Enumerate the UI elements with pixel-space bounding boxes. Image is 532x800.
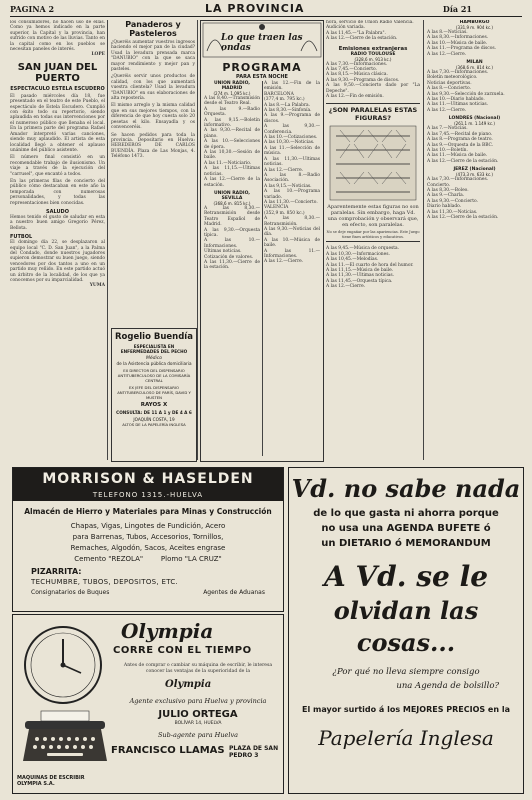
column-divider xyxy=(197,20,198,460)
olympia-subagent-name: FRANCISCO LLAMAS xyxy=(111,745,225,756)
morrison-footer xyxy=(31,589,265,596)
article-subtitle: ESPECTACULO ESTELA ESCUDERO xyxy=(10,85,105,92)
program-item: A las 10,30.—Noticias. xyxy=(264,140,315,146)
article-paragraph: Hemos tenido el gusto de saludar en esta a nuestro buen amigo Gregorio Pérez, Bellota. xyxy=(10,214,105,231)
program-item: Diario hablado. xyxy=(427,204,462,210)
program-item: A las 12.—Cierre de la estación. xyxy=(326,36,398,42)
pizarrita-title: PIZARRITA: xyxy=(31,567,82,576)
puzzle-text: Aparentemente estas figuras no son paralelas. Sin embargo, haga Vd. una comprobación y observará que, en efecto, son paralelas. xyxy=(327,204,419,229)
doctor-hours: CONSULTA: DE 11 A 1 y DE 4 A 6 xyxy=(116,410,192,415)
olympia-agent-name: JULIO ORTEGA xyxy=(158,709,238,720)
program-item: (352,9 m. 850 kc.) xyxy=(264,210,305,216)
station-frequency: (261,1 m. 1.149 kc.) xyxy=(454,121,495,127)
program-item: A las 9,45.—Música de orquesta. xyxy=(326,246,400,252)
doctor-line: EX JEFE DEL DISPENSARIO ANTITUBERCULOSO DE PARÍS, DAVID Y MUSTEN xyxy=(117,385,191,400)
program-item: Ultimas noticias. xyxy=(204,249,242,255)
program-item: A las 8,30.—Retransmisión. xyxy=(264,216,320,227)
program-item: A las 8,30.—Retransmisión desde Teatro Español de Madrid. xyxy=(204,205,260,228)
program-item: A las 11.—Música de baile. xyxy=(427,153,488,159)
program-item: (377,4 m. 795 kc.) xyxy=(264,97,305,103)
program-item: A las 12.—Cierre. xyxy=(264,259,304,265)
olympia-ad xyxy=(12,614,284,794)
program-item: BARCELONA xyxy=(264,91,294,97)
program-item: A las 10,30.—Informaciones. xyxy=(326,251,390,257)
program-item: hora, servicio de Unión Radio Valencia. xyxy=(326,20,414,25)
page-number: PAGINA 2 xyxy=(10,4,55,14)
typewriter-icon xyxy=(21,707,109,777)
station-frequency: (368,6 m. 815 kc.) xyxy=(213,200,251,206)
program-item: A las 7,30.—Informaciones. xyxy=(427,70,489,76)
morrison-products xyxy=(13,521,283,565)
agenda-store-line: El mayor surtido á los MEJORES PRECIOS en la xyxy=(302,705,510,714)
program-item: A las 9,30.—Orquesta típica. xyxy=(204,227,260,238)
column-panaderos xyxy=(111,20,195,320)
program-item: A las 7,45.—Recital de piano. xyxy=(427,131,493,137)
ad-paragraph: Se hacen pedidos para toda la provincia. Depositario en Huelva: HEREDEROS DE CARLOS BUENDÍA. Plaza de Las Monjas, 4. Teléfono 1473. xyxy=(111,132,195,160)
morrison-title: MORRISON & HASELDEN xyxy=(42,471,254,487)
program-item: A las 9,30.—Programa de discos. xyxy=(326,77,400,83)
station-frequency: (328,6 m. 913 kc.) xyxy=(354,56,392,62)
agenda-question: una Agenda de bolsillo? xyxy=(396,681,499,691)
section-title: Emisiones extranjeras xyxy=(338,45,408,52)
program-item: A las 12.—Cierre de la estación. xyxy=(204,177,260,188)
program-subtitle: PARA ESTA NOCHE xyxy=(236,74,288,80)
clock-icon xyxy=(19,621,107,711)
program-item: A las 11,45.—Orquesta típica. xyxy=(326,278,393,284)
program-item: A las 10.—Cotizaciones. xyxy=(264,135,318,141)
agenda-question: ¿Por qué no lleva siempre consigo xyxy=(332,667,480,677)
program-item: A las 8,30.—Sinfonía. xyxy=(264,108,312,114)
radio-logo-text: Lo que traen las ondas xyxy=(221,33,303,53)
agenda-big-line: olvidan las cosas... xyxy=(333,596,479,657)
doctor-line: RAYOS X xyxy=(140,402,168,408)
olympia-subagent-address: PLAZA DE SAN PEDRO 3 xyxy=(229,745,279,759)
olympia-brand: Olympia xyxy=(121,619,214,643)
station-name: JEREZ (Nacional) xyxy=(453,167,496,173)
station-name: RADIO TOULOUSE xyxy=(350,51,396,57)
morrison-footer-left: Consignatarios de Buques xyxy=(31,589,110,596)
program-item: A las 11,30.—Concierto. xyxy=(264,199,318,205)
radio-column-left xyxy=(204,81,260,271)
program-item: Boletín meteorológico. xyxy=(427,75,478,81)
byline: YUMA xyxy=(89,283,105,289)
program-item: A las 12.—Fin de la emisión. xyxy=(264,81,320,92)
program-item: A las 9,30.—Recital de piano. xyxy=(204,128,260,139)
program-item: A las 11,15.—Música de baile. xyxy=(326,267,394,273)
program-item: A las 11,30.—Ultimas noticias. xyxy=(264,156,320,168)
program-title: PROGRAMA xyxy=(222,61,302,74)
program-item: A las 11,30.—Cierre de la estación. xyxy=(204,259,260,271)
morrison-subtitle: Almacén de Hierro y Materiales para Minas y Construcción xyxy=(24,507,272,516)
intro-paragraph: los consumidores, no hacen uso de ellas. Como ya hemos indicado en la parte superior, la Capital y la provincia, han sufrido con motivo de las lluvias. Tanto en la capital como en los pueblos se necesitan paneles de interés. xyxy=(10,20,105,53)
article-title: SAN JUAN DEL PUERTO xyxy=(17,61,98,84)
agenda-big-line: A Vd. se le xyxy=(323,560,489,593)
radio-program xyxy=(200,20,324,462)
program-item: A las 10.—Selecciones de ópera. xyxy=(204,139,260,150)
program-item: A las 9.—Radio Orquesta. xyxy=(204,106,260,118)
program-item: A las 8.—La Palabra. xyxy=(264,102,311,108)
program-item: A las 9,50.—Concierto dado por "La Depeche". xyxy=(326,83,420,94)
station-name: UNION RADIO, SEVILLA xyxy=(213,190,251,201)
station-name: MILAN xyxy=(466,60,483,66)
program-item: A las 9.—Charla. xyxy=(427,193,465,199)
program-item: A las 10.—Música de baile. xyxy=(264,237,320,249)
morrison-line: para Barrenas, Tubos, Accesorios, Tornillos, xyxy=(72,533,224,541)
program-item: Noticias deportivas. xyxy=(427,80,472,86)
station-name: UNION RADIO, MADRID xyxy=(213,81,251,91)
radio-column-right xyxy=(264,81,320,265)
radio-column-3 xyxy=(326,20,420,460)
store-name: Papelería Inglesa xyxy=(318,726,494,750)
ad-title: Panaderos y Pasteleros xyxy=(125,20,181,38)
program-item: A las 7,45.—Concierto. xyxy=(326,67,377,73)
program-item: A las 12.—Cierre. xyxy=(427,51,467,57)
station-frequency: (274 m. 1.095 kc.) xyxy=(213,91,251,96)
station-name: HAMBURGO xyxy=(459,20,490,25)
program-item: A las 7.—Noticias. xyxy=(427,126,468,132)
article-paragraph: El pasado miércoles día 18, fue presentado en el teatro de este Pueblo, el espectáculo de Estela Escudero. Cumplió con éxito todo su repertorio, siendo aplaudida en todas sus intervenciones por el numeroso público que llenaba el local. En la primera parte del programa Rafael Amador interpretó varias canciones, siendo muy aplaudido. El artista de esta localidad llegó a obtener el aplauso unánime del público asistente. xyxy=(10,93,105,153)
program-item: A las 12.—Fin de emisión. xyxy=(326,94,384,100)
puzzle-box xyxy=(326,103,420,242)
program-item: A las 9,15.—Noticias. xyxy=(264,183,312,189)
radio-column-4 xyxy=(427,20,522,460)
station-frequency: (331,9 m. 904 kc.) xyxy=(456,25,493,30)
puzzle-note: No se deje engañar por las apariencias. Este Juego tiene fines artísticos y educativos. xyxy=(326,230,420,239)
program-item: Cotización de valores. xyxy=(204,254,254,260)
ad-paragraph: El mismo arreglo y la misma calidad que en sus mejores tiempos, con la diferencia de que hoy cuesta solo 20 pesetas el kilo. Ensayadla y os convenceréis. xyxy=(111,103,195,131)
doctor-line: EX DIRECTOR DEL DISPENSARIO ANTITUBERCULOSO DE LA COMISARÍA CENTRAL xyxy=(117,368,191,383)
doctor-specialty: ESPECIALISTA EN ENFERMEDADES DEL PECHO xyxy=(120,344,188,354)
program-item: A las 11.—Selección de música. xyxy=(264,145,320,157)
program-item: A las 7,30.—Informaciones. xyxy=(326,61,388,67)
program-item: A las 10.—Música de baile. xyxy=(427,40,488,46)
program-item: A las 9.—Programa de discos. xyxy=(264,113,320,124)
program-item: A las 9.—Orquesta de la BBC. xyxy=(427,142,494,148)
column-divider xyxy=(107,20,108,460)
lead-brand: Plomo "LA CRUZ" xyxy=(160,555,222,563)
program-item: A las 12.—Cierre. xyxy=(326,284,366,290)
morrison-ad xyxy=(12,467,284,612)
program-item: A las 8,30.—Boleo. xyxy=(427,187,469,193)
page-date: Día 21 xyxy=(442,4,472,14)
program-item: A las 11,30.—Ultimas noticias. xyxy=(326,273,395,279)
puzzle-title: ¿SON PARALELAS ESTAS FIGURAS? xyxy=(328,106,418,123)
morrison-phone-bar xyxy=(13,490,283,501)
program-item: A las 11.—Informaciones. xyxy=(264,248,320,259)
station-frequency: (368,6 m. 814 kc.) xyxy=(456,65,493,71)
olympia-slogan: CORRE CON EL TIEMPO xyxy=(113,645,252,656)
doctor-line: Médico xyxy=(146,356,162,361)
doctor-name: Rogelio Buendía xyxy=(115,332,193,342)
doctor-address: ALTOS DE LA PAPELERÍA INGLESA xyxy=(122,422,186,427)
program-item: A las 8.—Radio Asociación. xyxy=(264,172,320,184)
newspaper-title: LA PROVINCIA xyxy=(205,2,305,15)
olympia-agent: Agente exclusivo para Huelva y provincia xyxy=(129,697,267,705)
morrison-footer-right: Agentes de Aduanas xyxy=(203,589,265,596)
olympia-brand-small: Olympia xyxy=(165,679,212,690)
morrison-line: Chapas, Vigas, Lingotes de Fundición, Acero xyxy=(70,522,226,530)
program-item: A las 10,45.—Melodías. xyxy=(326,257,379,263)
program-item: A las 11.—Ultimas noticias. xyxy=(427,102,489,108)
program-item: Concierto. xyxy=(427,182,451,188)
doctor-ad xyxy=(111,328,197,462)
station-name: LONDRES (Nacional) xyxy=(448,116,501,122)
program-item: A las 12.—Cierre. xyxy=(264,167,304,173)
program-item: A las 8,30.—Informaciones. xyxy=(427,35,489,41)
doctor-address: JOAQUÍN COSTA, 19 xyxy=(133,417,175,422)
program-item: A las 10.—Informaciones. xyxy=(204,238,260,249)
program-item: A las 12.—Cierre de la estación. xyxy=(427,158,499,164)
program-item: A las 10,30.—Sesión de baile. xyxy=(204,150,260,161)
olympia-text: Antes de comprar o cambiar su máquina de escribir, le interesa conocer las ventajas de la superioridad de la xyxy=(123,663,273,674)
program-item: A las 9,30.—Conferencia. xyxy=(264,124,320,135)
doctor-line: de la Asistencia pública domiciliaria xyxy=(116,361,192,366)
morrison-phone: TELEFONO 1315.-HUELVA xyxy=(92,491,204,499)
cement-brand: Cemento "REZOLA" xyxy=(74,555,144,563)
article-paragraph: El domingo día 22, se desplazaron al equipo local "C. D. San Juan", a la Palma del Condado, donde nuestros jugadores supieron demostrar su buen juego, siendo vencedores por dos tantos a uno en un partido muy reñido. En este partido actuó un árbitro de la localidad, de los que ya conocemos por su imparcialidad. xyxy=(10,240,105,284)
morrison-line: Remaches, Algodón, Sacos, Aceites engrase xyxy=(70,544,226,552)
program-item: A las 10.—Boletín. xyxy=(427,147,468,153)
section-title: FUTBOL xyxy=(10,234,33,241)
program-item: A las 11.—El cuarto de hora del humor. xyxy=(326,262,414,268)
ad-paragraph: ¿Queréis aumentar vuestros ingresos haciendo el mejor pan de la ciudad? Usad la levadura prensada marca "DANUBIO" con la que se saca mayor rendimiento y mejor pan y pasteles. xyxy=(111,40,195,73)
agenda-line: un DIETARIO ó MEMORANDUM xyxy=(321,538,491,549)
olympia-company: MAQUINAS DE ESCRIBIR OLYMPIA S.A. xyxy=(17,775,85,787)
morrison-banner xyxy=(13,468,283,490)
radio-divider xyxy=(262,81,263,456)
program-item: A las 11,30.—Noticias. xyxy=(427,209,478,215)
morrison-line xyxy=(13,554,283,565)
article-paragraph: El número final consistió en un recomendable trabajo de ilusionismo. Un viaje a través de la ejecución del "carrusel", que encantó a todos. xyxy=(10,155,105,177)
program-item: A las 12.—Cierre de la estación. xyxy=(427,214,499,220)
article-paragraph: En las primeras filas de concierto del público cómo destacaban en este año la temporada con numerosas personalidades, y todas las representaciones bien conocidas. xyxy=(10,178,105,206)
program-item: A las 12.—Cierre. xyxy=(427,107,467,113)
program-item: A las 9,15.—Boletín informativo. xyxy=(204,117,260,129)
program-item: A las 9,30.—Concierto. xyxy=(427,198,478,204)
agenda-line: de lo que gasta ni ahorra porque xyxy=(313,508,499,519)
program-item: A las 7,30.—Informaciones. xyxy=(427,177,489,183)
program-item: VALENCIA xyxy=(264,205,289,211)
station-frequency: (473,3 m. 633 kc.) xyxy=(456,172,493,178)
program-item: A las 9,30.—Noticias del día. xyxy=(264,226,320,238)
program-item: A las 11.—Programa de discos. xyxy=(427,46,497,52)
program-item: A las 8.—Noticias. xyxy=(427,30,468,35)
program-item: A las 10.—Diario hablado. xyxy=(427,97,485,103)
program-item: A las 11.—Noticiario. xyxy=(204,160,252,166)
olympia-subagent: Sub-agente para Huelva xyxy=(157,731,238,739)
column-san-juan xyxy=(10,20,105,480)
program-item: A las 10.—Programa variado. xyxy=(264,189,320,200)
olympia-agent-address: BOLÍVAR 14, HUELVA xyxy=(174,721,222,726)
program-item: A las 9,30.—Selección de zarzuela. xyxy=(427,91,505,97)
program-item: A las 11,45.—"La Palabra". xyxy=(326,30,386,36)
agenda-headline: Vd. no sabe nada xyxy=(291,474,521,503)
program-item: A las 8,15.—Música clásica. xyxy=(326,72,388,78)
program-item: A las 8,40.—Transmisión desde el Teatro Real. xyxy=(204,96,260,107)
ad-paragraph: ¿Queréis servir unos productos de calidad, con los que aumentará vuestra clientela? Usad la levadura "DANUBIO" en sus elaboraciones de alta repostería. xyxy=(111,74,195,102)
program-item: Audición variada. xyxy=(326,25,365,31)
byline: LOPE xyxy=(91,52,105,58)
pizarrita-line: TECHUMBRE, TUBOS, DEPOSITOS, ETC. xyxy=(31,578,179,586)
program-item: A las 8.—Concierto. xyxy=(427,86,471,92)
parallel-lines-illusion xyxy=(326,124,420,202)
program-item: A las 8.—Programa de teatro. xyxy=(427,137,493,143)
column-divider xyxy=(423,20,424,460)
page-header xyxy=(10,2,522,17)
agenda-line: no usa una AGENDA BUFETE ó xyxy=(321,523,491,534)
agenda-ad xyxy=(288,467,524,794)
program-item: A las 11,15.—Ultimas noticias. xyxy=(204,166,260,177)
section-title: SALUDO xyxy=(46,208,69,215)
